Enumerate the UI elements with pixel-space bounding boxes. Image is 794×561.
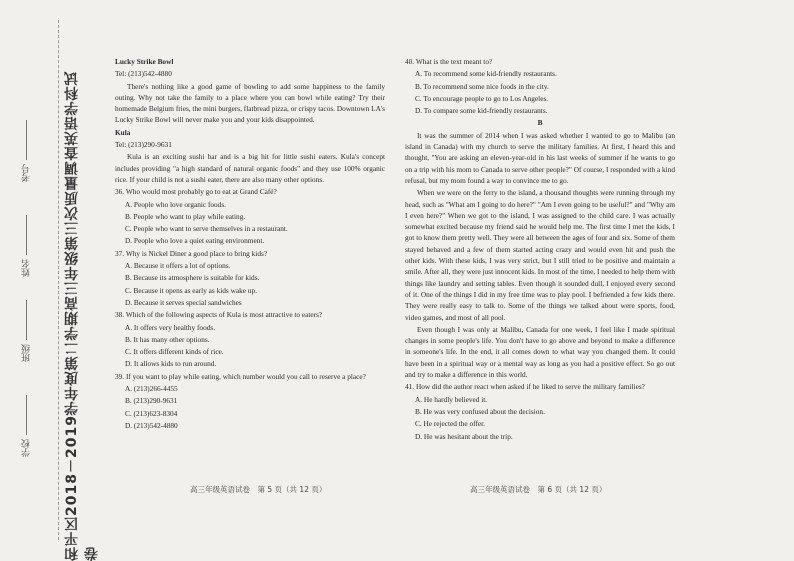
- binding-margin: [6, 0, 100, 561]
- binding-dashed-line: [58, 20, 59, 540]
- question-36: 36. Who would most probably go to eat at Grand Café?: [115, 187, 277, 197]
- q37-option-d: D. Because it serves special sandwiches: [125, 297, 242, 307]
- ad1-tel: Tel: (213)542-4880: [115, 69, 172, 79]
- q37-option-a: A. Because it offers a lot of options.: [125, 261, 231, 271]
- q40-option-a: A. To recommend some kid-friendly restaurants.: [415, 69, 557, 79]
- q37-option-c: C. Because it opens as early as kids wake up.: [125, 285, 257, 295]
- q39-option-c: C. (213)623-8304: [125, 408, 178, 418]
- q39-option-b: B. (213)290-9631: [125, 396, 178, 406]
- q38-option-d: D. It allows kids to run around.: [125, 359, 217, 369]
- ad1-body: There's nothing like a good game of bowling to add some happiness to the family outing. Why not take the family to a place where you can bowl while eating? Try their homemade Belgium fries, the mini burgers, flatbread pizza, or crispy tacos. Downtown LA's Lucky Strike Bowl will never make you and your kids disappointed.: [115, 81, 385, 125]
- passage-paragraph-3: Even though I was only at Malibu, Canada for one week, I feel like I made spiritual changes in some people's life. You don't have to go above and beyond to make a difference in someone's life. In the end, it all comes down to what way you changed them. It could have been in a spiritual way or a mental way as long as you had a positive effect. So go out and try to make a difference in this world.: [405, 324, 675, 380]
- question-40: 40. What is the text meant to?: [405, 57, 493, 66]
- field-exam-number: 考号: [20, 120, 33, 182]
- passage-paragraph-2: When we were on the ferry to the island, a thousand thoughts were running through my head, such as "What am I going to do here?" "Am I even going to be useful?" and "Why am I even here?" When we got to the island, I was assigned to the child care. I was actually somewhat excited because my friend said he would help me. The first time I met the kids, I got to know them pretty well. They were all between the ages of four and six. Some of them stayed behaved and a few of them started acting crazy and would even hit and push the other kids. With these kids, I was very strict, but I still tried to be positive and maintain a smile. After all, they were just innocent kids. In most of the time, I needed to help them with things like laundry and setting tables. Even though it sounded dull, I enjoyed every second of it. One of the things I did in my free time was to play pool. I befriended a few kids there. They were really easy to talk to. Some of the things we talked about were sports, food, video games, and most of all pool.: [405, 188, 675, 322]
- q40-option-b: B. To recommend some nice foods in the city.: [415, 81, 549, 91]
- q39-option-a: A. (213)266-4455: [125, 384, 178, 394]
- q36-option-a: A. People who love organic foods.: [125, 199, 226, 209]
- ad2-tel: Tel: (213)290-9631: [115, 140, 172, 150]
- passage-paragraph-1: It was the summer of 2014 when I was asked whether I wanted to go to Malibu (an island in Canada) with my church to serve the military families. At first, I heard this and thought, "You are asking an eleven-year-old in his last weeks of summer if he wants to go on a trip with his mom to Canada to serve other people?" Of course, I responded with a kind refusal, but my mom found a way to convince me to go.: [405, 130, 675, 185]
- field-school: 学校: [20, 395, 33, 457]
- ad2-body: Kula is an exciting sushi bar and is a big hit for little sushi eaters. Kula's concept includes providing "a high standard of natural organic foods" and they use 100% organic rice. If your child is not a sushi eater, there are also many other options.: [115, 152, 385, 184]
- section-b-heading: B: [537, 118, 543, 128]
- field-name: 姓名: [20, 215, 33, 277]
- left-column: [115, 56, 385, 432]
- question-38: 38. Which of the following aspects of Kula is most attractive to eaters?: [115, 310, 323, 320]
- q41-option-b: B. He was very confused about the decision.: [415, 406, 545, 416]
- q41-option-a: A. He hardly believed it.: [415, 394, 488, 404]
- q36-option-b: B. People who want to play while eating.: [125, 211, 246, 221]
- ad1-title: Lucky Strike Bowl: [115, 57, 174, 66]
- q39-option-d: D. (213)542-4880: [125, 420, 178, 430]
- q41-option-c: C. He rejected the offer.: [415, 419, 485, 429]
- exam-title: 和平区2018－2019学年度第二学期高三年级第三次质量调查英语学科试卷: [64, 70, 100, 561]
- field-class: 班级: [20, 300, 33, 362]
- question-39: 39. If you want to play while eating, which number would you call to reserve a place?: [115, 371, 366, 381]
- ad2-title: Kula: [115, 127, 131, 137]
- q38-option-a: A. It offers very healthy foods.: [125, 322, 216, 332]
- footer-page-5: 高三年级英语试卷 第 5 页（共 12 页）: [190, 485, 327, 494]
- q40-option-d: D. To compare some kid-friendly restaurants.: [415, 106, 548, 116]
- footer-page-6: 高三年级英语试卷 第 6 页（共 12 页）: [470, 485, 607, 494]
- question-37: 37. Why is Nickel Diner a good place to bring kids?: [115, 248, 268, 258]
- q41-option-d: D. He was hesitant about the trip.: [415, 431, 513, 441]
- q36-option-c: C. People who want to serve themselves in a restaurant.: [125, 224, 288, 234]
- q40-option-c: C. To encourage people to go to Los Angeles.: [415, 93, 549, 103]
- question-41: 41. How did the author react when asked if he liked to serve the military families?: [405, 382, 645, 392]
- q36-option-d: D. People who love a quiet eating environment.: [125, 236, 265, 246]
- q38-option-b: B. It has many other options.: [125, 334, 210, 344]
- right-column: [405, 56, 675, 443]
- q38-option-c: C. It offers different kinds of rice.: [125, 347, 224, 357]
- q37-option-b: B. Because its atmosphere is suitable for kids.: [125, 273, 260, 283]
